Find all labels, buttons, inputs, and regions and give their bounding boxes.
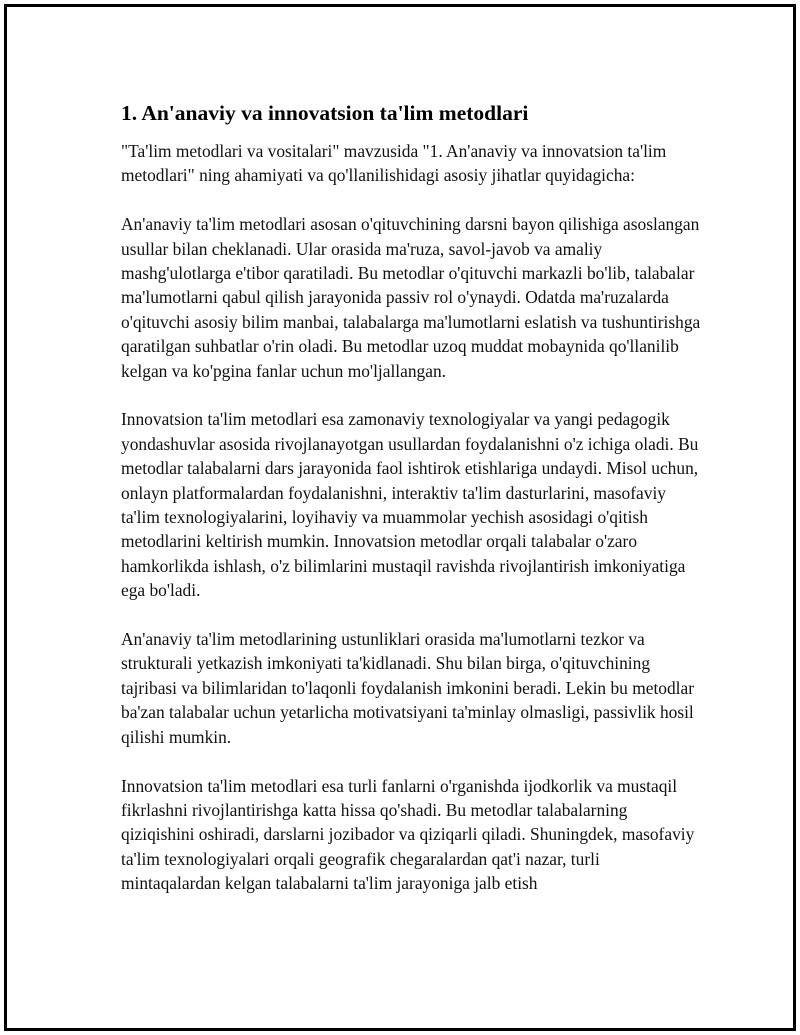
intro-paragraph: "Ta'lim metodlari va vositalari" mavzusida "1. An'anaviy va innovatsion ta'lim metodlari" ning ahamiyati va qo'llanilishidagi asosiy jihatlar quyidagicha: [121,141,667,186]
page-title: 1. An'anaviy va innovatsion ta'lim metodlari [121,101,529,125]
document-body [121,99,701,920]
document-page [4,4,796,1031]
innovative-methods-paragraph: Innovatsion ta'lim metodlari esa zamonaviy texnologiyalar va yangi pedagogik yondashuvlar asosida rivojlanayotgan usullardan foydalanishni o'z ichiga oladi. Bu metodlar talabalarni dars jarayonida faol ishtirok etishlariga undaydi. Misol uchun, onlayn platformalardan foydalanishni, interaktiv ta'lim dasturlarini, masofaviy ta'lim texnologiyalarini, loyihaviy va muammolar yechish asosidagi o'qitish metodlarini keltirish mumkin. Innovatsion metodlar orqali talabalar o'zaro hamkorlikda ishlash, o'z bilimlarini mustaqil ravishda rivojlantirish imkoniyatiga ega bo'ladi. [121,409,699,601]
traditional-methods-paragraph: An'anaviy ta'lim metodlari asosan o'qituvchining darsni bayon qilishiga asoslangan usullar bilan cheklanadi. Ular orasida ma'ruza, savol-javob va amaliy mashg'ulotlarga e'tibor qaratiladi. Bu metodlar o'qituvchi markazli bo'lib, talabalar ma'lumotlarni qabul qilish jarayonida passiv rol o'ynaydi. Odatda ma'ruzalarda o'qituvchi asosiy bilim manbai, talabalarga ma'lumotlarni eslatish va tushuntirishga qaratilgan suhbatlar o'rin oladi. Bu metodlar uzoq muddat mobaynida qo'llanilib kelgan va ko'pgina fanlar uchun mo'ljallangan. [121,214,701,381]
innovative-benefits-paragraph: Innovatsion ta'lim metodlari esa turli fanlarni o'rganishda ijodkorlik va mustaqil fikrlashni rivojlantirishga katta hissa qo'shadi. Bu metodlar talabalarning qiziqishini oshiradi, darslarni jozibador va qiziqarli qiladi. Shuningdek, masofaviy ta'lim texnologiyalari orqali geografik chegaralardan qat'i nazar, turli mintaqalardan kelgan talabalarni ta'lim jarayoniga jalb etish [121,775,695,894]
traditional-advantages-paragraph: An'anaviy ta'lim metodlarining ustunliklari orasida ma'lumotlarni tezkor va strukturali yetkazish imkoniyati ta'kidlanadi. Shu bilan birga, o'qituvchining tajribasi va bilimlaridan to'laqonli foydalanish imkonini beradi. Lekin bu metodlar ba'zan talabalar uchun yetarlicha motivatsiyani ta'minlay olmasligi, passivlik hosil qilishi mumkin. [121,629,695,747]
